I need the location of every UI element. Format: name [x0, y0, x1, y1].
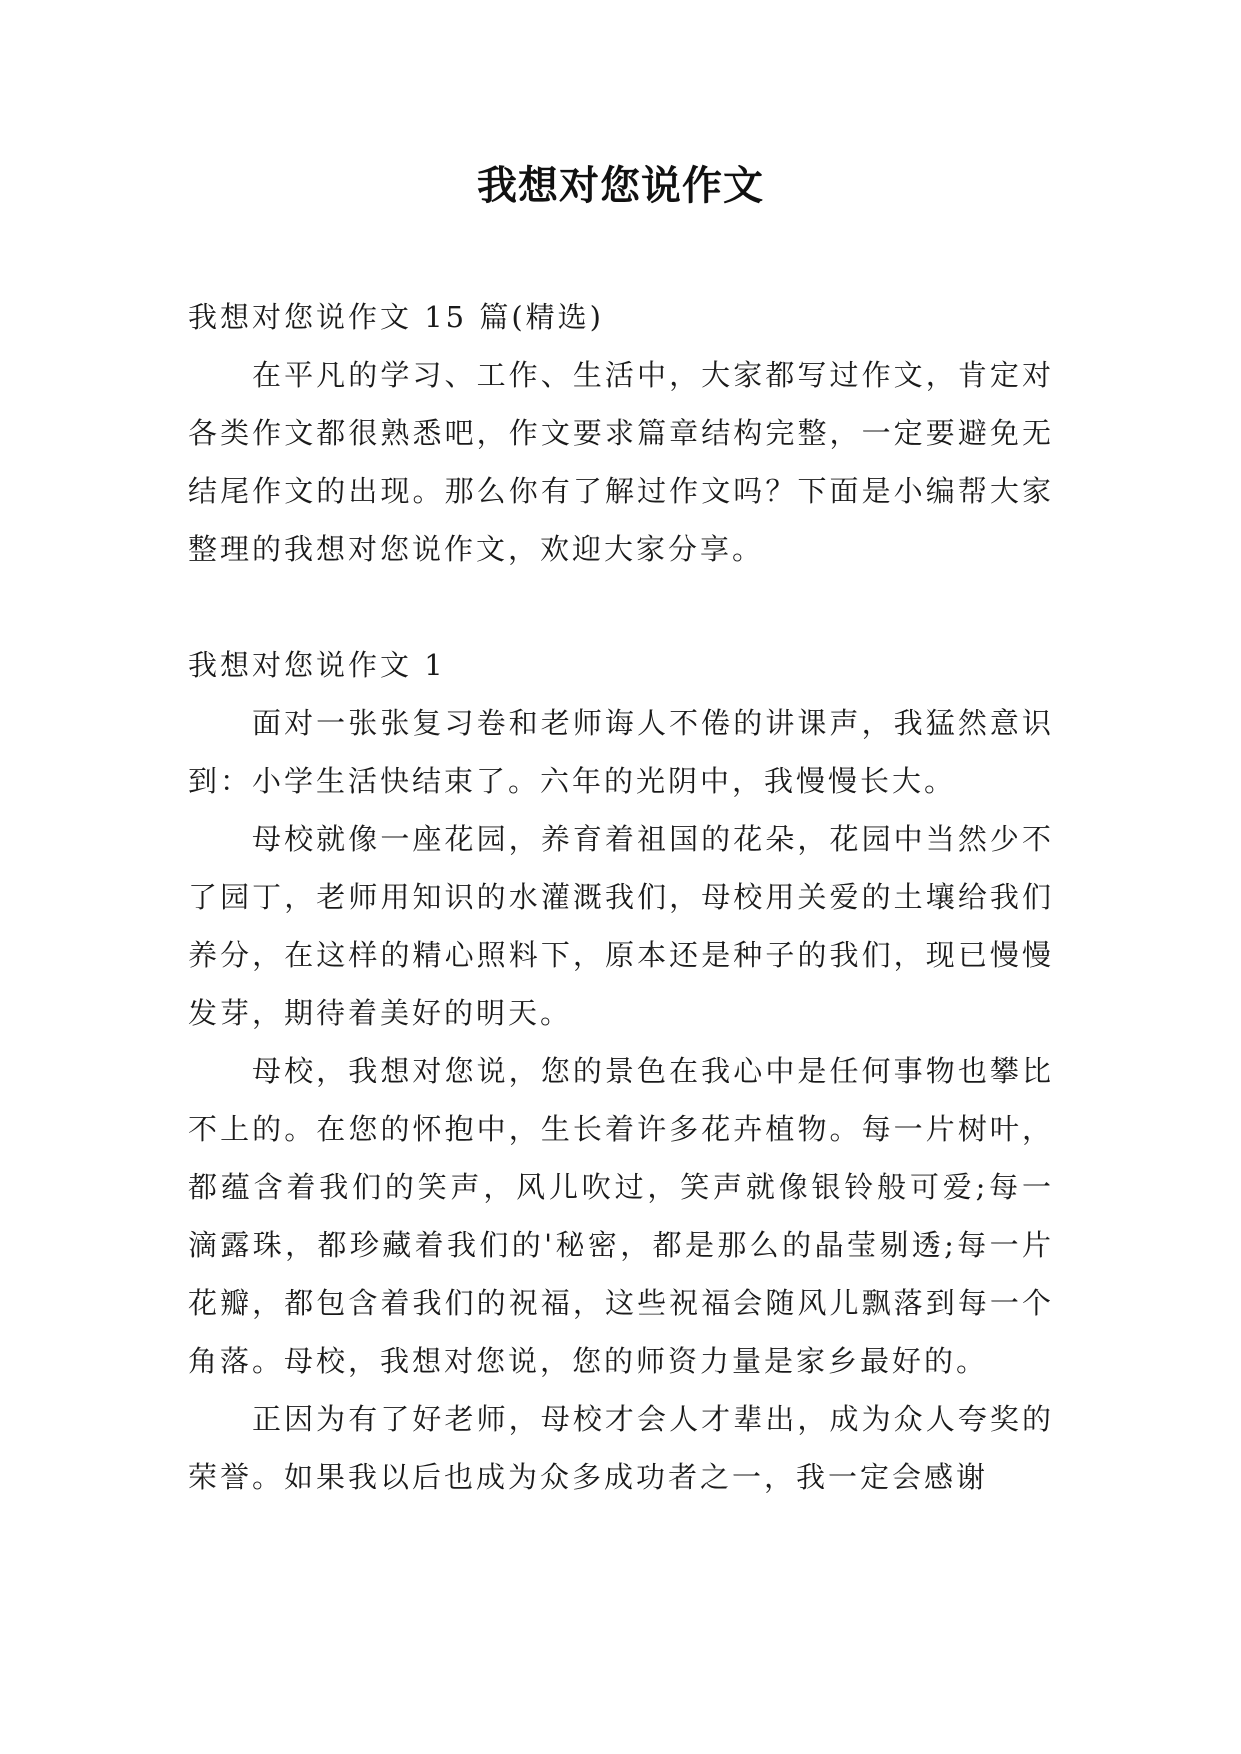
document-body	[188, 288, 1054, 1506]
essay-paragraph: 母校，我想对您说，您的景色在我心中是任何事物也攀比不上的。在您的怀抱中，生长着许多花卉植物。每一片树叶，都蕴含着我们的笑声，风儿吹过，笑声就像银铃般可爱;每一滴露珠，都珍藏着我们的'秘密，都是那么的晶莹剔透;每一片花瓣，都包含着我们的祝福，这些祝福会随风儿飘落到每一个角落。母校，我想对您说，您的师资力量是家乡最好的。	[188, 1054, 1054, 1378]
intro-paragraph: 在平凡的学习、工作、生活中，大家都写过作文，肯定对各类作文都很熟悉吧，作文要求篇章结构完整，一定要避免无结尾作文的出现。那么你有了解过作文吗？下面是小编帮大家整理的我想对您说作文，欢迎大家分享。	[188, 358, 1054, 566]
document-title: 我想对您说作文	[477, 163, 764, 209]
essay-paragraph: 母校就像一座花园，养育着祖国的花朵，花园中当然少不了园丁，老师用知识的水灌溉我们，母校用关爱的土壤给我们养分，在这样的精心照料下，原本还是种子的我们，现已慢慢发芽，期待着美好的明天。	[188, 822, 1054, 1030]
essay-paragraph: 面对一张张复习卷和老师诲人不倦的讲课声，我猛然意识到：小学生活快结束了。六年的光阴中，我慢慢长大。	[188, 706, 1054, 798]
essay-heading: 我想对您说作文 1	[188, 648, 446, 682]
document-subtitle: 我想对您说作文 15 篇(精选)	[188, 300, 604, 334]
essay-paragraph: 正因为有了好老师，母校才会人才辈出，成为众人夸奖的荣誉。如果我以后也成为众多成功者之一，我一定会感谢	[188, 1402, 1054, 1494]
